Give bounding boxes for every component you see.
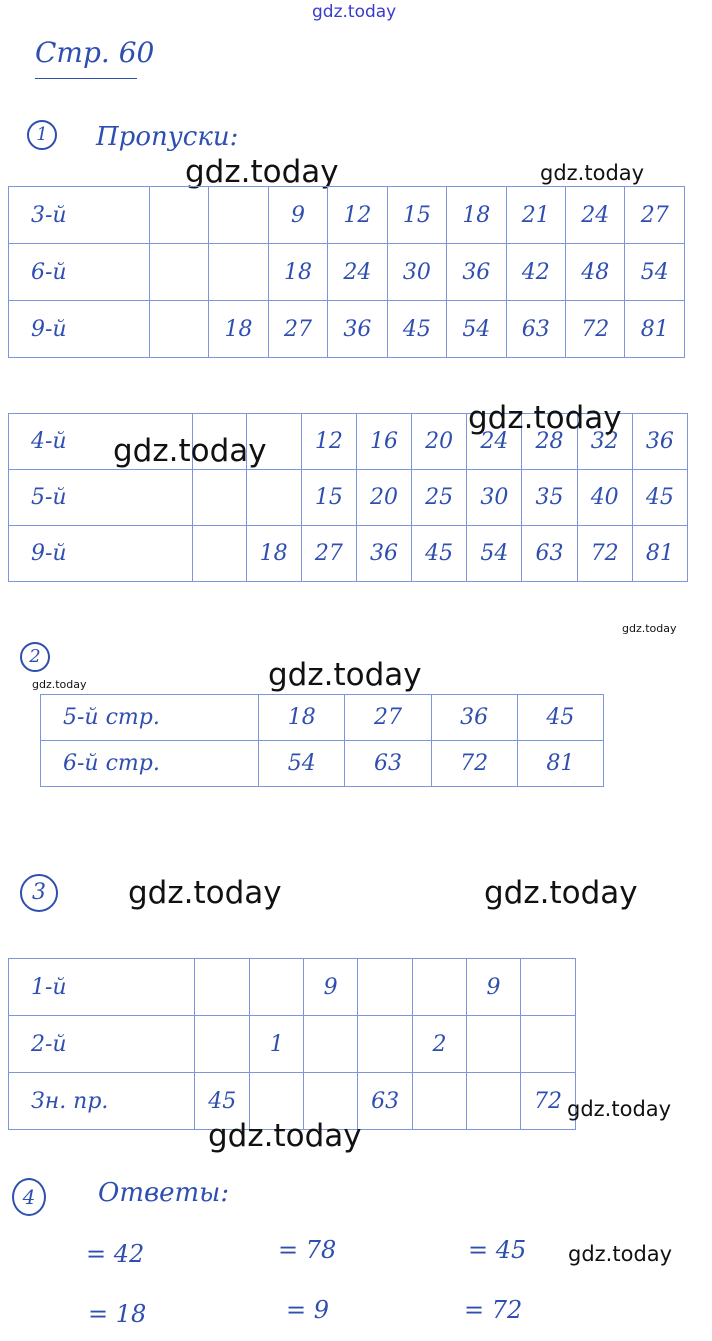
answer: = 9	[286, 1296, 330, 1324]
task3-table	[8, 958, 576, 1130]
table-row	[9, 244, 685, 301]
watermark: gdz.today	[128, 875, 282, 911]
watermark: gdz.today	[622, 622, 677, 635]
table-cell: 1	[250, 1016, 304, 1073]
table-cell: 45	[632, 470, 687, 526]
watermark: gdz.today	[268, 657, 422, 693]
answer: = 42	[86, 1240, 145, 1268]
table-cell: 27	[345, 695, 431, 741]
table-cell: 63	[506, 301, 565, 358]
table-cell: 36	[431, 695, 517, 741]
table-cell	[149, 244, 208, 301]
task1-table-a	[8, 186, 685, 358]
table-cell	[193, 470, 246, 526]
table-cell: 12	[328, 187, 387, 244]
table-cell	[520, 959, 575, 1016]
table-cell: 54	[625, 244, 685, 301]
table-row	[41, 741, 604, 787]
row-label: 6-й стр.	[41, 741, 259, 787]
table-cell: 24	[467, 414, 522, 470]
watermark: gdz.today	[32, 678, 87, 691]
table-cell: 63	[358, 1073, 413, 1130]
watermark: gdz.today	[113, 433, 267, 469]
watermark-top: gdz.today	[312, 2, 397, 22]
table-cell: 12	[301, 414, 356, 470]
table-cell	[413, 1073, 467, 1130]
table-cell: 27	[301, 526, 356, 582]
table-cell: 72	[520, 1073, 575, 1130]
table-cell: 72	[577, 526, 632, 582]
table-cell	[209, 187, 268, 244]
table-cell: 9	[467, 959, 521, 1016]
table-cell	[193, 526, 246, 582]
table-cell: 21	[506, 187, 565, 244]
answer: = 78	[278, 1236, 337, 1264]
table-cell: 72	[566, 301, 625, 358]
table-cell: 16	[356, 414, 411, 470]
watermark: gdz.today	[468, 400, 622, 436]
table-cell: 18	[268, 244, 327, 301]
table-cell: 20	[412, 414, 467, 470]
table-cell: 72	[431, 741, 517, 787]
table-cell: 81	[625, 301, 685, 358]
table-cell	[209, 244, 268, 301]
table-cell: 18	[209, 301, 268, 358]
table-cell: 45	[195, 1073, 250, 1130]
row-label: 5-й стр.	[41, 695, 259, 741]
row-label: 6-й	[9, 244, 150, 301]
table-cell	[304, 1016, 358, 1073]
answer: = 72	[464, 1296, 523, 1324]
table-cell: 40	[577, 470, 632, 526]
table-cell: 9	[268, 187, 327, 244]
table-row	[9, 1016, 576, 1073]
table-cell: 2	[413, 1016, 467, 1073]
task1-title: Пропуски:	[96, 122, 239, 152]
table-cell: 35	[522, 470, 577, 526]
table-cell: 30	[467, 470, 522, 526]
table-cell: 81	[632, 526, 687, 582]
table-cell	[520, 1016, 575, 1073]
task4-title: Ответы:	[98, 1178, 230, 1208]
table-cell	[195, 959, 250, 1016]
answer: = 45	[468, 1236, 527, 1264]
table-cell	[467, 1073, 521, 1130]
task2-table	[40, 694, 604, 787]
table-cell: 27	[625, 187, 685, 244]
table-cell: 42	[506, 244, 565, 301]
table-cell	[149, 301, 208, 358]
task2-number-circle: 2	[20, 642, 50, 672]
table-cell: 54	[259, 741, 345, 787]
table-cell: 24	[566, 187, 625, 244]
table-cell	[358, 959, 413, 1016]
table-cell: 81	[517, 741, 603, 787]
table-cell: 54	[447, 301, 506, 358]
table-cell: 18	[259, 695, 345, 741]
table-cell: 45	[387, 301, 446, 358]
task3-number-circle: 3	[20, 874, 58, 912]
watermark: gdz.today	[567, 1097, 672, 1121]
answer: = 18	[88, 1300, 147, 1328]
table-cell: 27	[268, 301, 327, 358]
table-cell: 63	[522, 526, 577, 582]
table-cell: 54	[467, 526, 522, 582]
table-row	[9, 187, 685, 244]
table-cell	[195, 1016, 250, 1073]
table-cell: 28	[522, 414, 577, 470]
row-label: 3-й	[9, 187, 150, 244]
watermark: gdz.today	[568, 1242, 673, 1266]
row-label: 2-й	[9, 1016, 195, 1073]
table-row	[41, 695, 604, 741]
page-title: Стр. 60	[35, 36, 155, 69]
table-cell	[413, 959, 467, 1016]
task1-number-circle: 1	[27, 120, 57, 150]
table-cell: 36	[447, 244, 506, 301]
table-cell: 9	[304, 959, 358, 1016]
table-cell: 24	[328, 244, 387, 301]
watermark: gdz.today	[185, 154, 339, 190]
table-cell: 45	[412, 526, 467, 582]
table-cell	[246, 470, 301, 526]
table-row	[9, 959, 576, 1016]
table-cell	[467, 1016, 521, 1073]
table-cell: 18	[246, 526, 301, 582]
table-cell: 36	[632, 414, 687, 470]
table-row	[9, 470, 688, 526]
watermark: gdz.today	[484, 875, 638, 911]
table-cell: 25	[412, 470, 467, 526]
table-cell: 32	[577, 414, 632, 470]
table-cell: 36	[328, 301, 387, 358]
row-label: 1-й	[9, 959, 195, 1016]
task1-table-b	[8, 413, 688, 582]
table-cell: 63	[345, 741, 431, 787]
table-cell: 45	[517, 695, 603, 741]
table-row	[9, 301, 685, 358]
table-cell: 15	[301, 470, 356, 526]
task4-number-circle: 4	[12, 1178, 46, 1216]
table-cell	[250, 959, 304, 1016]
table-cell: 48	[566, 244, 625, 301]
table-cell: 20	[356, 470, 411, 526]
table-cell	[358, 1016, 413, 1073]
title-underline	[35, 78, 137, 79]
table-cell	[149, 187, 208, 244]
row-label: Зн. пр.	[9, 1073, 195, 1130]
table-cell: 18	[447, 187, 506, 244]
table-cell: 30	[387, 244, 446, 301]
watermark: gdz.today	[540, 161, 645, 185]
table-cell: 15	[387, 187, 446, 244]
table-row	[9, 526, 688, 582]
row-label: 5-й	[9, 470, 193, 526]
row-label: 9-й	[9, 526, 193, 582]
table-cell: 36	[356, 526, 411, 582]
row-label: 9-й	[9, 301, 150, 358]
watermark: gdz.today	[208, 1118, 362, 1154]
row-label: 4-й	[9, 414, 193, 470]
